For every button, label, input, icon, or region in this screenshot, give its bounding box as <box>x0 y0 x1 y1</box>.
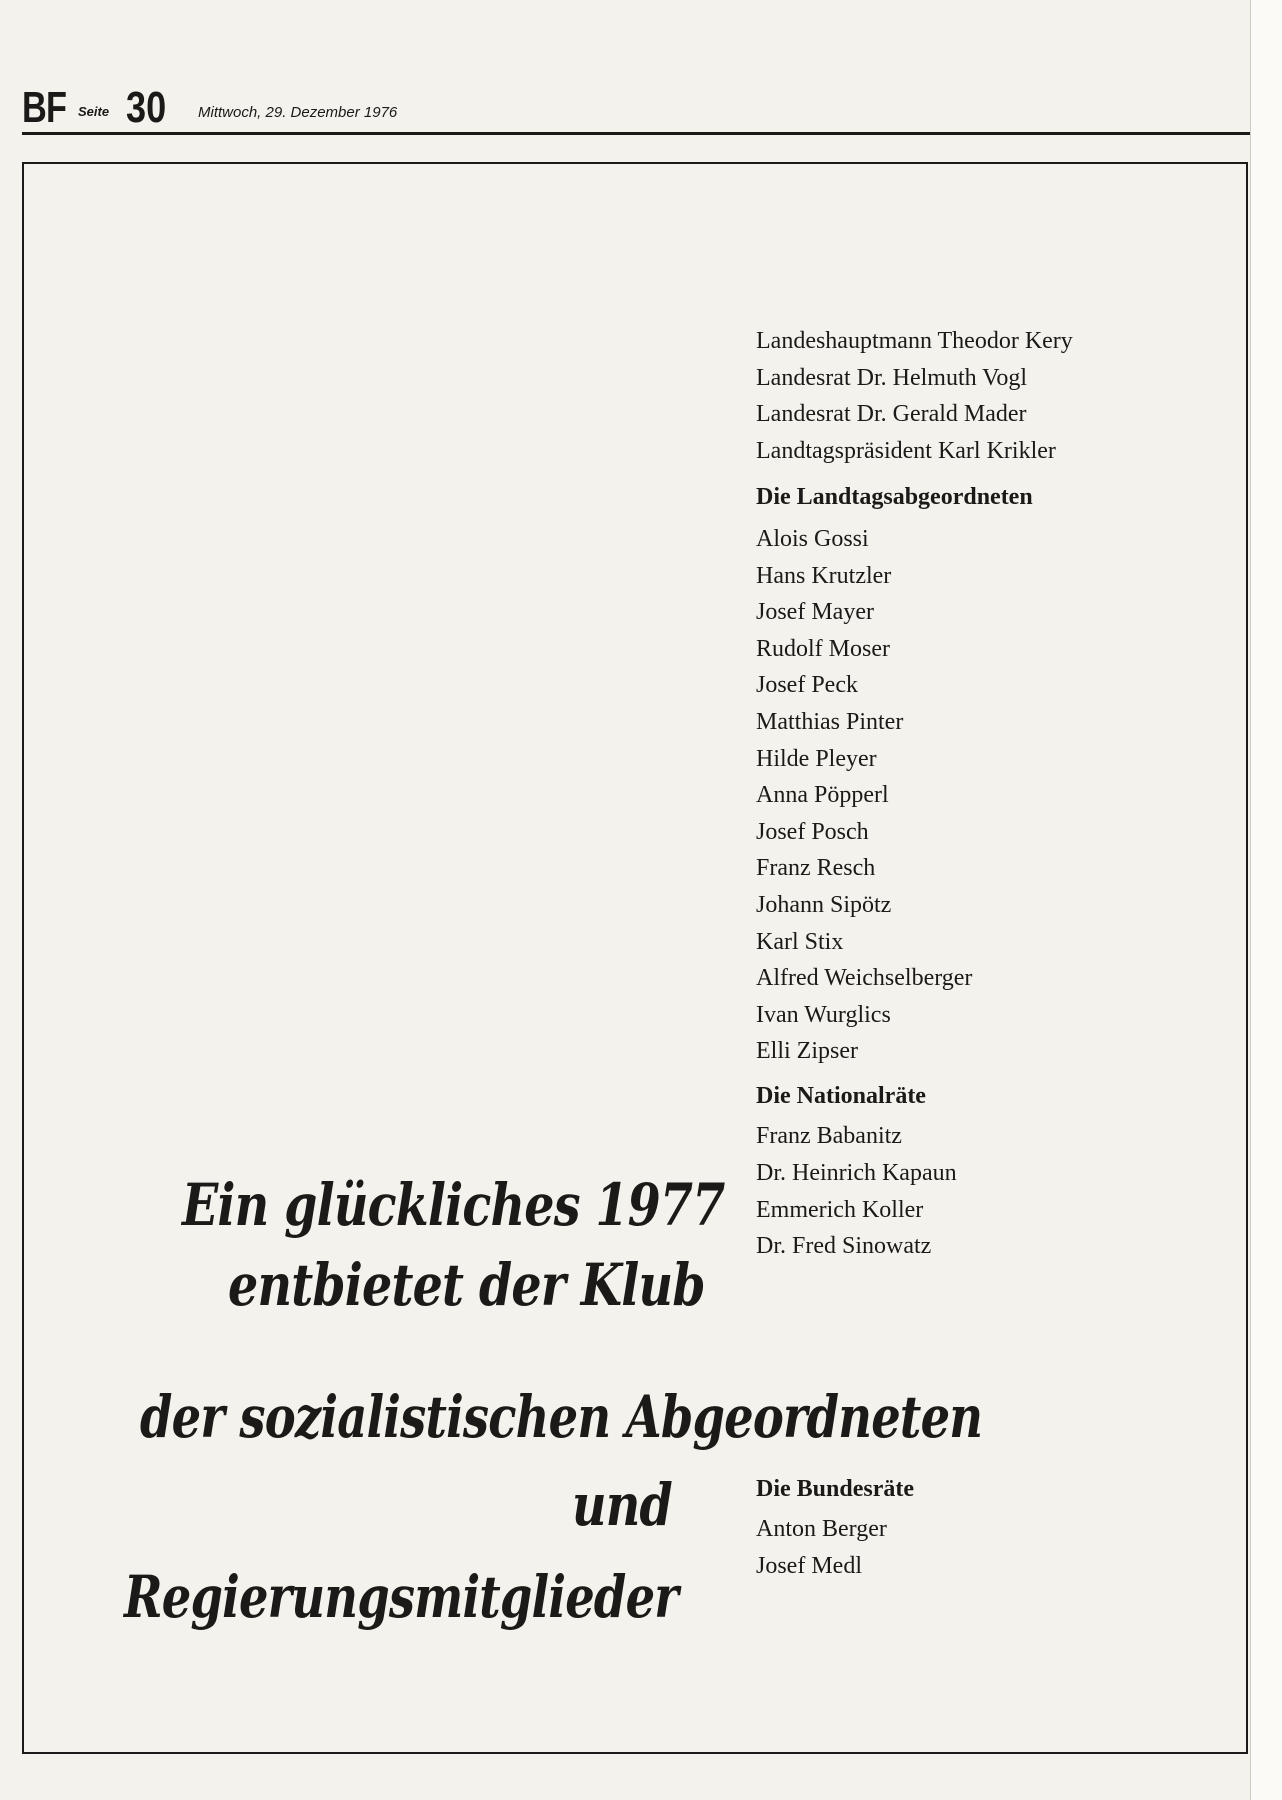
list-item: Landesrat Dr. Helmuth Vogl <box>756 364 1028 391</box>
list-item: Emmerich Koller <box>756 1196 924 1223</box>
section-heading-landtag: Die Landtagsabgeordneten <box>756 484 1033 511</box>
greeting-line-2: entbietet der Klub <box>228 1251 705 1319</box>
list-item: Elli Zipser <box>756 1038 858 1065</box>
list-item: Alois Gossi <box>756 525 869 552</box>
list-item: Johann Sipötz <box>756 891 892 918</box>
government-list <box>756 323 1226 469</box>
list-item: Josef Mayer <box>756 599 874 626</box>
list-item: Alfred Weichselberger <box>756 965 973 992</box>
list-item: Josef Peck <box>756 672 858 699</box>
page-header <box>22 84 1252 134</box>
list-item: Matthias Pinter <box>756 708 904 735</box>
page-edge <box>1250 0 1282 1800</box>
list-item: Anton Berger <box>756 1516 887 1543</box>
header-rule <box>22 132 1250 135</box>
list-item: Ivan Wurglics <box>756 1001 891 1028</box>
page-label: Seite <box>78 104 110 119</box>
list-item: Landesrat Dr. Gerald Mader <box>756 401 1027 428</box>
newspaper-logo: BF <box>22 83 67 132</box>
issue-date: Mittwoch, 29. Dezember 1976 <box>198 104 398 121</box>
list-item: Dr. Heinrich Kapaun <box>756 1160 957 1187</box>
section-heading-nationalrat: Die Nationalräte <box>756 1082 926 1109</box>
nationalrat-list <box>756 1118 1226 1264</box>
greeting-line-3: der sozialistischen Abgeordneten <box>140 1383 983 1451</box>
list-item: Franz Resch <box>756 855 876 882</box>
list-item: Hans Krutzler <box>756 562 892 589</box>
list-item: Franz Babanitz <box>756 1123 902 1150</box>
page-number: 30 <box>126 83 167 132</box>
list-item: Landeshauptmann Theodor Kery <box>756 328 1073 354</box>
landtag-list <box>756 521 1226 1070</box>
list-item: Rudolf Moser <box>756 635 890 662</box>
list-item: Anna Pöpperl <box>756 782 889 809</box>
list-item: Josef Medl <box>756 1553 862 1580</box>
list-item: Dr. Fred Sinowatz <box>756 1233 932 1260</box>
list-item: Josef Posch <box>756 818 869 845</box>
greeting-line-5: Regierungsmitglieder <box>124 1563 678 1631</box>
list-item: Hilde Pleyer <box>756 745 877 772</box>
greeting-line-1: Ein glückliches 1977 <box>182 1171 725 1239</box>
bundesrat-list <box>756 1511 1226 1584</box>
list-item: Karl Stix <box>756 928 844 955</box>
section-heading-bundesrat: Die Bundesräte <box>756 1475 914 1502</box>
list-item: Landtagspräsident Karl Krikler <box>756 437 1056 464</box>
greeting-line-4: und <box>572 1471 672 1539</box>
